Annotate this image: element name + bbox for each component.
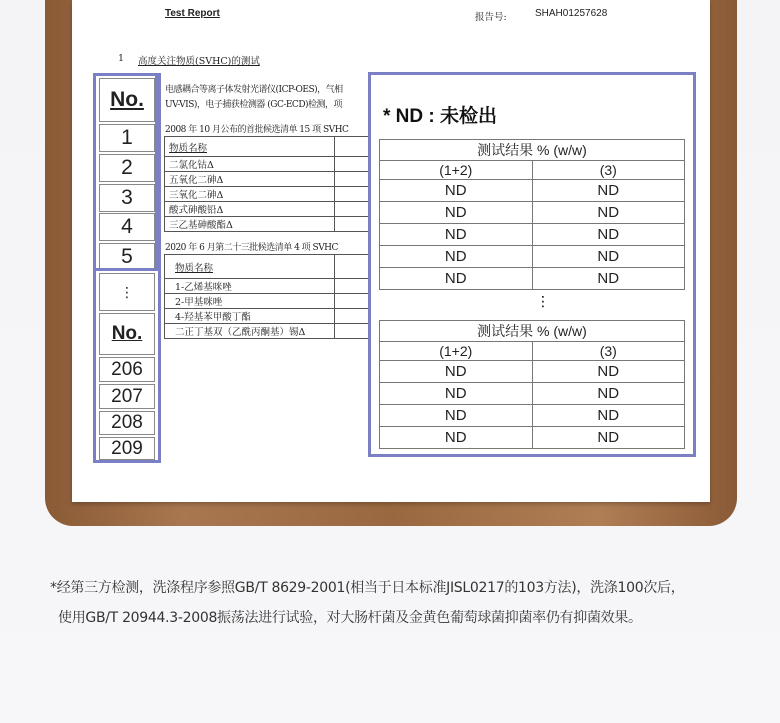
footnote-line-1: *经第三方检测，洗涤程序参照GB/T 8629-2001(相当于日本标准JISL0217的103方法)，洗涤100次后， bbox=[50, 580, 685, 596]
substance: 五氧化二砷Δ bbox=[165, 172, 335, 187]
section-number: 1 bbox=[118, 53, 125, 64]
col-header: (1+2) bbox=[380, 161, 533, 180]
result-row bbox=[380, 246, 685, 268]
result-cell: ND bbox=[380, 246, 533, 268]
result-row bbox=[380, 383, 685, 405]
row-number: 206 bbox=[99, 357, 155, 382]
ellipsis: ⋮ bbox=[536, 293, 550, 309]
section-title: 高度关注物质(SVHC)的测试 bbox=[138, 56, 260, 67]
row-number: 208 bbox=[99, 411, 155, 435]
substance: 2-甲基咪唑 bbox=[165, 294, 335, 309]
nd-legend: * ND : 未检出 bbox=[383, 106, 498, 127]
result-row bbox=[380, 405, 685, 427]
result-row bbox=[380, 268, 685, 290]
result-cell: ND bbox=[532, 361, 685, 383]
results-header: 测试结果 % (w/w) bbox=[380, 321, 685, 342]
substance: 二氯化钴Δ bbox=[165, 157, 335, 172]
col-header: (1+2) bbox=[380, 342, 533, 361]
result-cell: ND bbox=[532, 268, 685, 290]
row-number: 207 bbox=[99, 384, 155, 409]
result-cell: ND bbox=[532, 383, 685, 405]
list1-caption: 2008 年 10 月公布的首批候选清单 15 项 SVHC bbox=[165, 125, 349, 135]
result-cell: ND bbox=[532, 427, 685, 449]
result-cell: ND bbox=[380, 202, 533, 224]
result-cell: ND bbox=[532, 180, 685, 202]
col-header: (3) bbox=[532, 161, 685, 180]
result-cell: ND bbox=[532, 224, 685, 246]
report-number-label: 报告号: bbox=[475, 12, 507, 23]
result-cell: ND bbox=[532, 405, 685, 427]
no-header: No. bbox=[99, 78, 155, 122]
report-number: SHAH01257628 bbox=[535, 8, 608, 19]
result-cell: ND bbox=[380, 180, 533, 202]
result-cell: ND bbox=[380, 405, 533, 427]
no-header: No. bbox=[99, 313, 155, 355]
row-number: 1 bbox=[99, 124, 155, 152]
method-text: 电感耦合等离子体发射光谱仪(ICP-OES)，气相 bbox=[165, 85, 343, 95]
method-text: UV-VIS)，电子捕获检测器 (GC-ECD)检测，项 bbox=[165, 100, 343, 110]
result-cell: ND bbox=[380, 383, 533, 405]
results-table-2 bbox=[379, 320, 685, 449]
result-row bbox=[380, 427, 685, 449]
substance: 三乙基砷酸酯Δ bbox=[165, 217, 335, 232]
row-number: 5 bbox=[99, 243, 155, 271]
result-cell: ND bbox=[380, 361, 533, 383]
results-header: 测试结果 % (w/w) bbox=[380, 140, 685, 161]
result-cell: ND bbox=[532, 202, 685, 224]
row-number: 209 bbox=[99, 437, 155, 460]
col-header: (3) bbox=[532, 342, 685, 361]
report-title: Test Report bbox=[165, 8, 220, 19]
substance: 酸式砷酸铅Δ bbox=[165, 202, 335, 217]
row-number: 4 bbox=[99, 213, 155, 241]
substance: 4-羟基苯甲酸丁酯 bbox=[165, 309, 335, 324]
column-header: 物质名称 bbox=[165, 137, 335, 157]
result-row bbox=[380, 361, 685, 383]
result-row bbox=[380, 202, 685, 224]
substance: 1-乙烯基咪唑 bbox=[165, 279, 335, 294]
result-row bbox=[380, 224, 685, 246]
svhc-table-2 bbox=[164, 254, 382, 339]
results-table-1 bbox=[379, 139, 685, 290]
substance: 二正丁基双（乙酰丙酮基）锡Δ bbox=[165, 324, 335, 339]
column-header: 物质名称 bbox=[165, 255, 335, 279]
result-cell: ND bbox=[380, 427, 533, 449]
list2-caption: 2020 年 6 月第二十三批候选清单 4 项 SVHC bbox=[165, 243, 338, 253]
footnote-line-2: 使用GB/T 20944.3-2008振荡法进行试验，对大肠杆菌及金黄色葡萄球菌抑菌率仍有抑菌效果。 bbox=[58, 610, 642, 626]
svhc-table-1 bbox=[164, 136, 382, 232]
results-highlight bbox=[368, 72, 696, 457]
substance: 三氧化二砷Δ bbox=[165, 187, 335, 202]
row-number: 2 bbox=[99, 154, 155, 182]
ellipsis: ⋮ bbox=[99, 273, 155, 311]
result-cell: ND bbox=[380, 224, 533, 246]
result-row bbox=[380, 180, 685, 202]
result-cell: ND bbox=[380, 268, 533, 290]
number-column-highlight bbox=[93, 73, 161, 463]
result-cell: ND bbox=[532, 246, 685, 268]
row-number: 3 bbox=[99, 184, 155, 212]
